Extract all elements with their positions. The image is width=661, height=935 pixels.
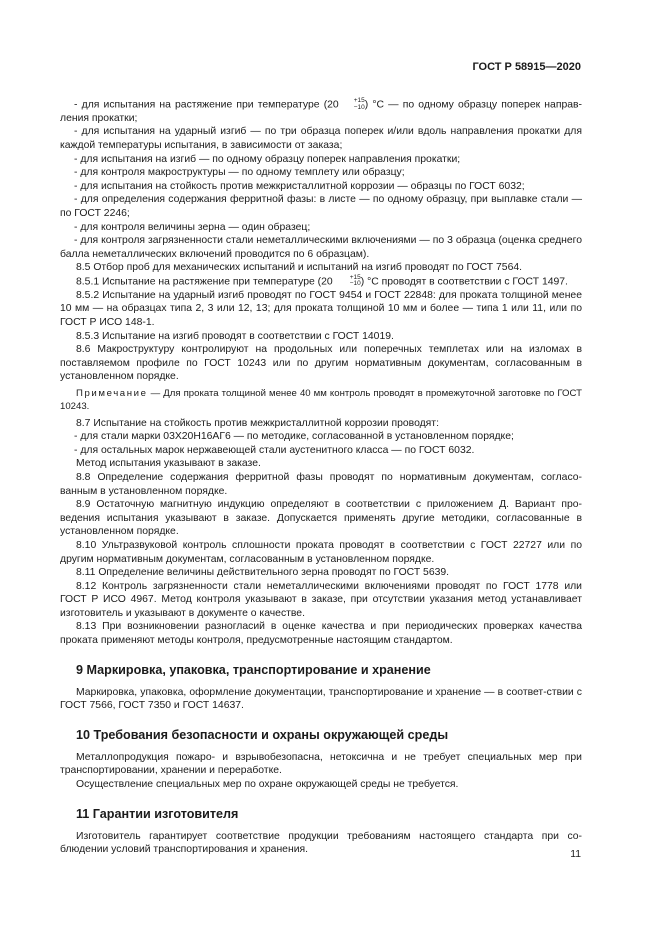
- bullet-tensile-post: ) °С — по одному образцу поперек направ-ления прокатки;: [60, 99, 582, 124]
- para-8-7: 8.7 Испытание на стойкость против межкристаллитной коррозии проводят:: [76, 417, 439, 429]
- bullet-ferrite: - для определения содержания ферритной фазы: в листе — по одному образцу, при выплавке стали — по ГОСТ 2246;: [60, 194, 582, 219]
- tolerance-plus: +15: [353, 97, 365, 104]
- bullet-tensile: - для испытания на растяжение при температуре (20 +15 −10 ) °С — по одному образцу поперек направ-ления прокатки;: [60, 97, 582, 124]
- tolerance-minus: −10: [353, 103, 365, 111]
- section-10-text-2: Осуществление специальных мер по охране окружающей среды не требуется.: [76, 779, 459, 791]
- para-8-13: 8.13 При возникновении разногласий в оценке качества и при периодических проверках качества проката применяют методы контроля, предусмотренные настоящим стандартом.: [60, 621, 582, 647]
- bullet-inclusions: - для контроля загрязненности стали неметаллическими включениями — по 3 образца (оценка среднего балла неметаллических включений проводится по 6 образцам).: [60, 235, 582, 260]
- para-8-7-b: - для остальных марок нержавеющей стали аустенитного класса — по ГОСТ 6032.: [74, 444, 475, 456]
- bullet-impact: - для испытания на ударный изгиб — по три образца поперек и/или вдоль направления прокатки для каждой температуры испытания, в зависимости от заказа;: [60, 126, 582, 152]
- page-number: 11: [570, 849, 581, 860]
- para-8-5-2: 8.5.2 Испытание на ударный изгиб проводят по ГОСТ 9454 и ГОСТ 22848: для проката толщиной менее 10 мм — на образцах типа 2, 3 или 12, 13; для проката толщиной 10 мм и более — типа 1 или 11, или по ГОСТ Р ИСО 148-1.: [60, 289, 582, 328]
- para-8-5-1-post: ) °С проводят в соответствии с ГОСТ 1497.: [360, 276, 568, 288]
- section-9-text: Маркировка, упаковка, оформление документации, транспортирование и хранение — в соответ-ствии с ГОСТ 7566, ГОСТ 7350 и ГОСТ 14637.: [60, 686, 582, 712]
- para-8-7-c: Метод испытания указывают в заказе.: [76, 458, 261, 470]
- bullet-grain: - для контроля величины зерна — один образец;: [74, 221, 311, 233]
- para-8-5-1: [60, 275, 582, 289]
- para-8-6: 8.6 Макроструктуру контролируют на продольных или поперечных темплетах или на изломах в поставляемом профиле по ГОСТ 10243 или по другим нормативным документам, согласованным в установленном порядке.: [60, 344, 582, 383]
- tolerance-minus-2: −10: [349, 280, 361, 288]
- bullet-tensile-pre: для испытания на растяжение при температуре (20: [81, 99, 339, 111]
- para-8-5: 8.5 Отбор проб для механических испытаний и испытаний на изгиб проводят по ГОСТ 7564.: [76, 262, 523, 274]
- para-8-8: 8.8 Определение содержания ферритной фазы проводят по нормативным документам, согласо-ванным в установленном порядке.: [60, 471, 582, 497]
- para-8-5-1-pre: 8.5.1 Испытание на растяжение при температуре (20: [76, 276, 333, 288]
- section-11-text: Изготовитель гарантирует соответствие продукции требованиям настоящего стандарта при со-блюдении условий транспортирования и хранения.: [60, 830, 582, 856]
- tolerance-fraction: [340, 98, 365, 111]
- para-8-9: 8.9 Остаточную магнитную индукцию определяют в соответствии с приложением Д. Вариант про-ведения испытания указывают в заказе. Допускается применять другие методики, согласованные в установленном порядке.: [60, 499, 582, 538]
- para-8-7-a: - для стали марки 03Х20Н16АГ6 — по методике, согласованной в установленном порядке;: [74, 431, 514, 443]
- note: [60, 388, 582, 414]
- bullet-macro: - для контроля макроструктуры — по одному темплету или образцу;: [74, 167, 405, 179]
- para-8-11: 8.11 Определение величины действительного зерна проводят по ГОСТ 5639.: [76, 567, 450, 579]
- section-9-title: 9 Маркировка, упаковка, транспортирование и хранение: [76, 662, 431, 677]
- para-8-10: 8.10 Ультразвуковой контроль сплошности проката проводят в соответствии с ГОСТ 22727 или по другим нормативным документам, согласованным в установленном порядке.: [60, 539, 582, 565]
- note-label: Примечание: [76, 387, 148, 399]
- standard-header: ГОСТ Р 58915—2020: [472, 61, 581, 73]
- section-10-title: 10 Требования безопасности и охраны окружающей среды: [76, 727, 449, 742]
- tolerance-fraction-2: [334, 275, 361, 288]
- note-text: — Для проката толщиной менее 40 мм контроль проводят в промежуточной заготовке по ГОСТ 10243.: [60, 387, 582, 412]
- section-10-text-1: Металлопродукция пожаро- и взрывобезопасна, нетоксична и не требует специальных мер при транспортировании, хранении и переработке.: [60, 751, 582, 777]
- document-body: [60, 98, 582, 857]
- bullet-bend: - для испытания на изгиб — по одному образцу поперек направления прокатки;: [74, 153, 461, 165]
- para-8-12: 8.12 Контроль загрязненности стали неметаллическими включениями проводят по ГОСТ 1778 или ГОСТ Р ИСО 4967. Метод контроля указывают в заказе, при отсутствии указания метод устанавливает изготовитель и указывают в документе о качестве.: [60, 580, 582, 619]
- section-11-title: 11 Гарантии изготовителя: [76, 806, 239, 821]
- bullet-corrosion: - для испытания на стойкость против межкристаллитной коррозии — образцы по ГОСТ 6032;: [74, 180, 525, 192]
- para-8-5-3: 8.5.3 Испытание на изгиб проводят в соответствии с ГОСТ 14019.: [76, 330, 394, 342]
- tolerance-plus-2: +15: [349, 273, 361, 281]
